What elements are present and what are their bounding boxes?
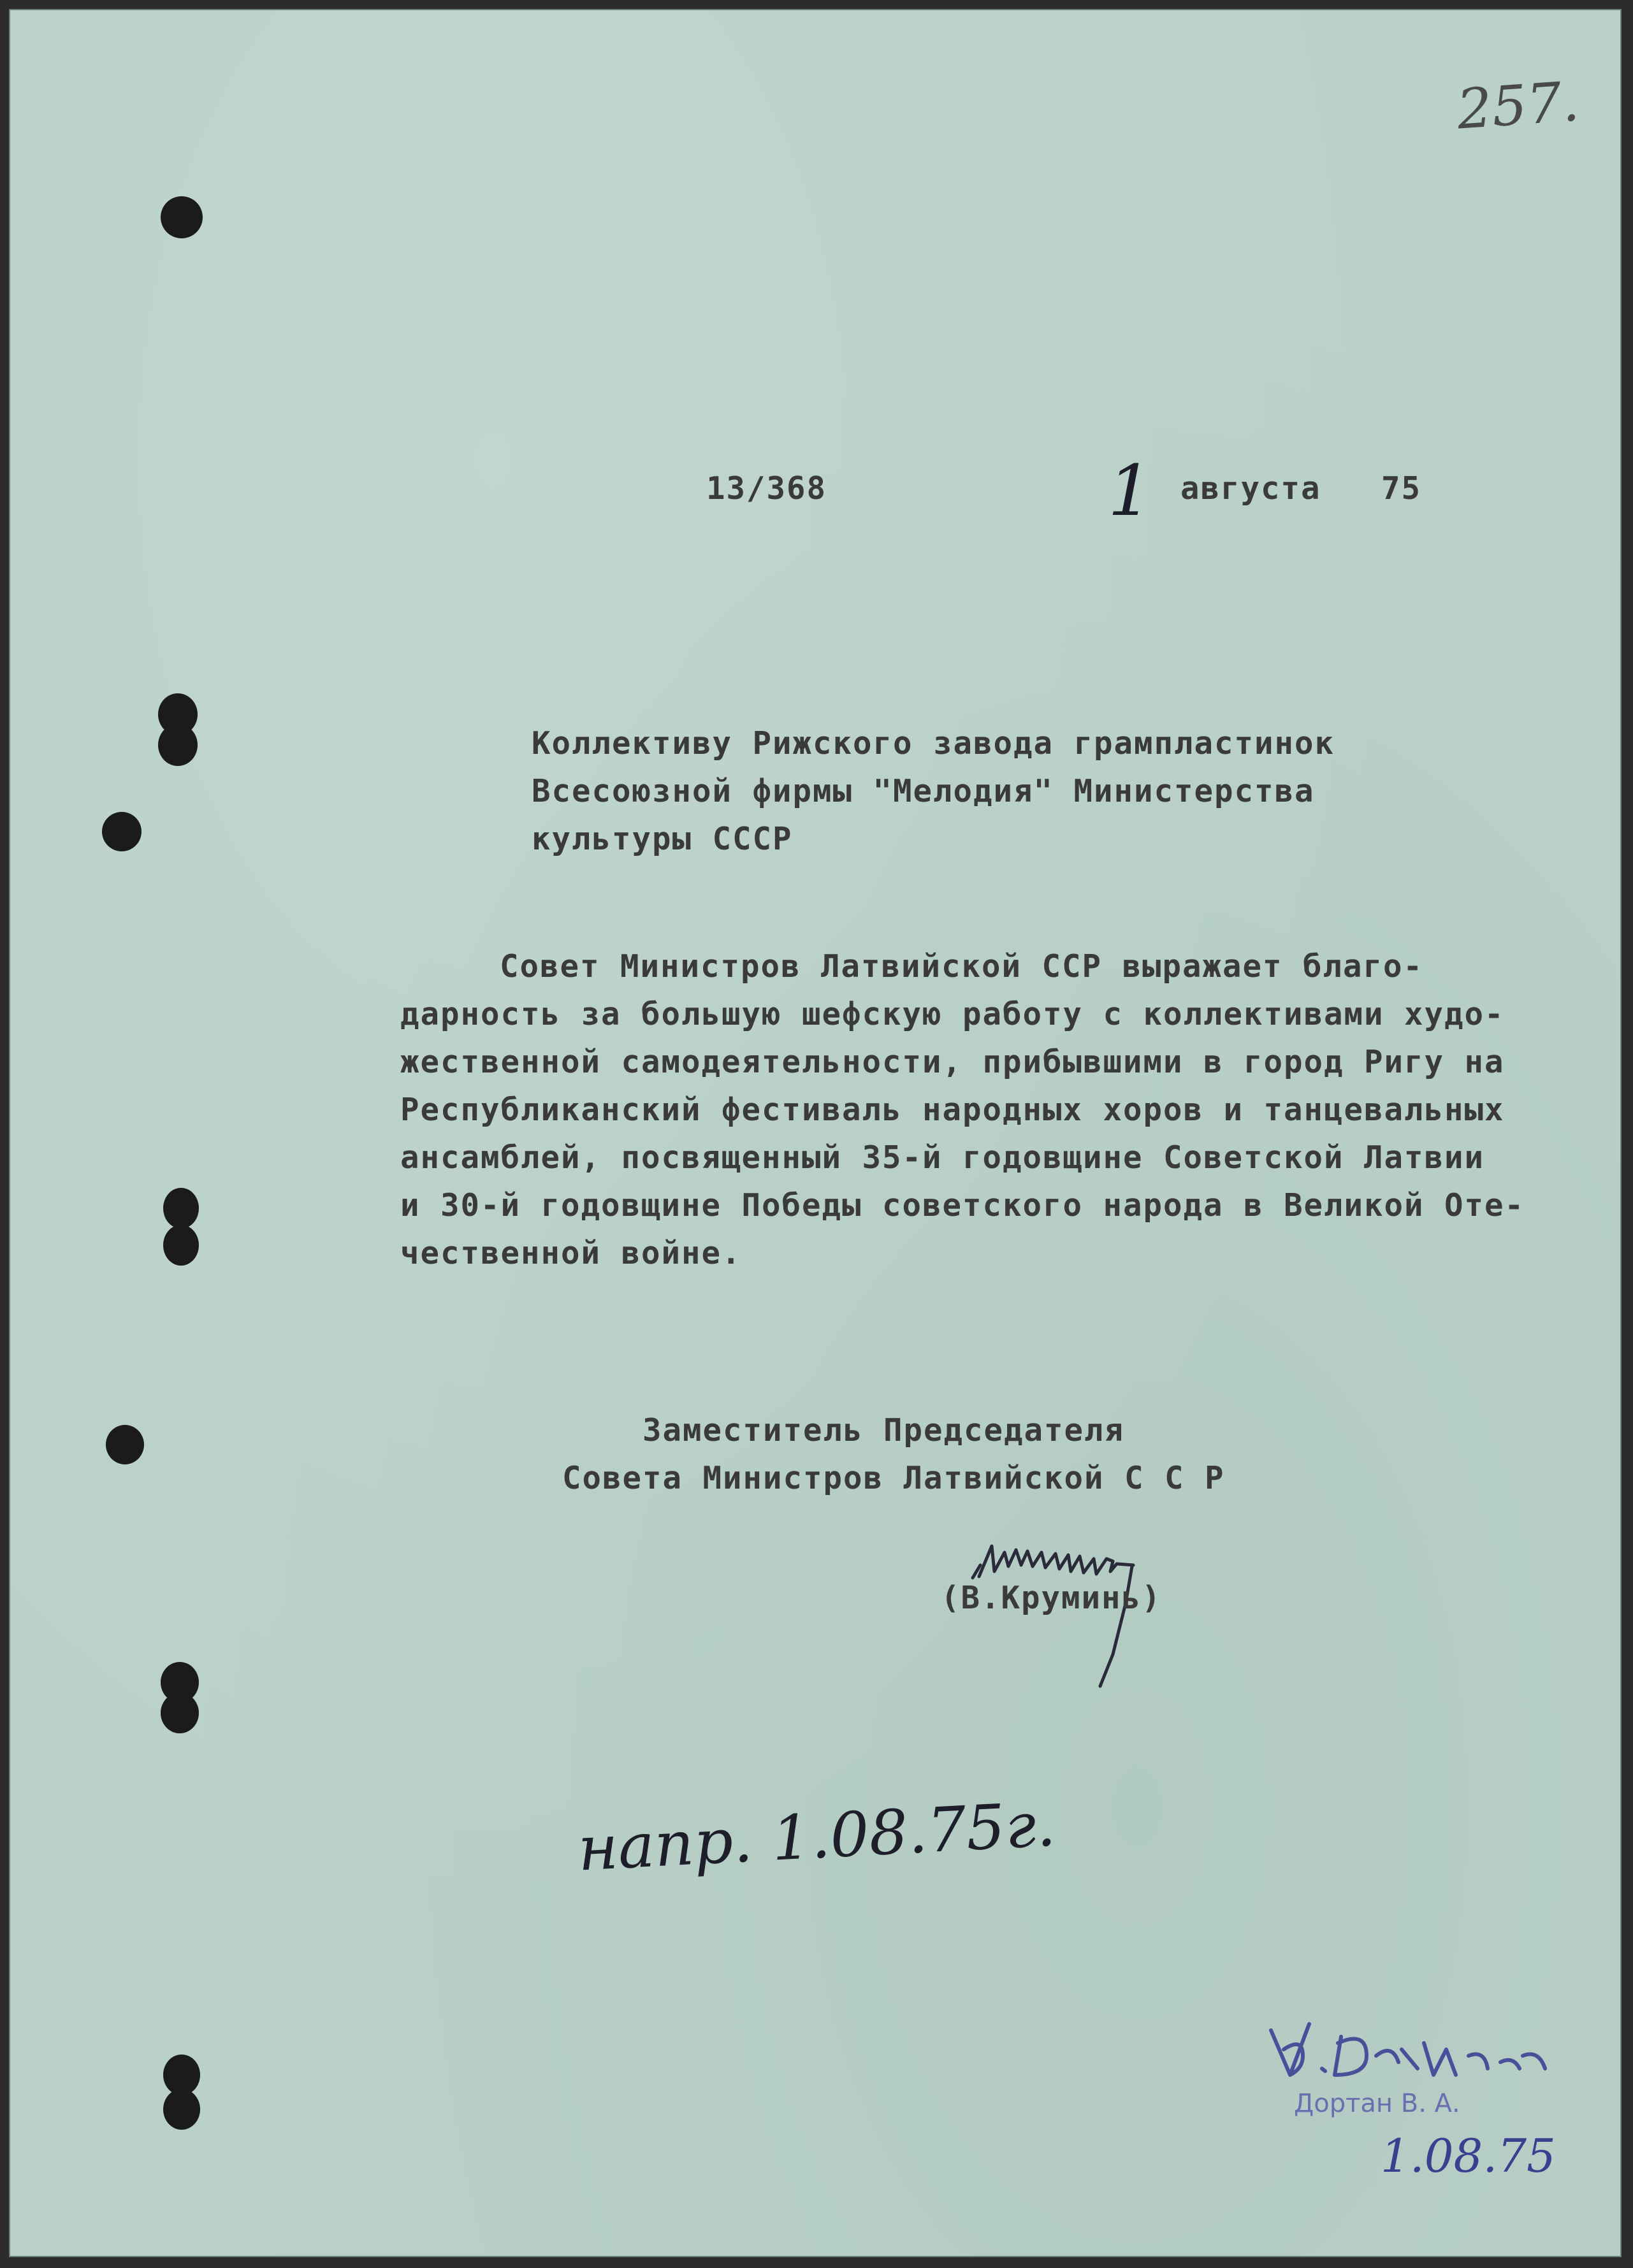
addressee-line: культуры СССР bbox=[532, 821, 793, 857]
addressee-line: Коллективу Рижского завода грампластинок bbox=[532, 725, 1335, 762]
archive-page-number: 257. bbox=[1455, 69, 1581, 142]
signatory-title: Заместитель Председателя bbox=[642, 1412, 1125, 1448]
punch-hole bbox=[158, 724, 198, 766]
body-line: ансамблей, посвященный 35-й годовщине Советской Латвии bbox=[400, 1139, 1485, 1176]
signatory-name: (В.Круминь) bbox=[941, 1580, 1162, 1616]
document-date: августа 75 bbox=[1180, 470, 1422, 507]
punch-hole bbox=[163, 1188, 199, 1229]
document-day: 1 bbox=[1108, 450, 1152, 531]
punch-hole bbox=[106, 1425, 144, 1464]
punch-hole bbox=[163, 2089, 200, 2130]
stamp-date: 1.08.75 bbox=[1381, 2129, 1556, 2183]
body-line: чественной войне. bbox=[400, 1235, 742, 1271]
handwritten-note: напр. 1.08.75г. bbox=[576, 1788, 1057, 1885]
punch-hole bbox=[163, 1225, 199, 1266]
document-page bbox=[9, 9, 1622, 2257]
addressee-line: Всесоюзной фирмы "Мелодия" Министерства bbox=[532, 773, 1315, 809]
body-line: Совет Министров Латвийской ССР выражает благо- bbox=[500, 948, 1424, 985]
body-line: жественной самодеятельности, прибывшими в город Ригу на bbox=[400, 1044, 1505, 1080]
body-line: дарность за большую шефскую работу с коллективами худо- bbox=[400, 996, 1505, 1032]
punch-hole bbox=[102, 812, 142, 851]
punch-hole bbox=[161, 1693, 199, 1733]
body-line: Республиканский фестиваль народных хоров и танцевальных bbox=[400, 1092, 1505, 1128]
document-number: 13/368 bbox=[706, 470, 827, 507]
body-line: и 30-й годовщине Победы советского народа в Великой Оте- bbox=[400, 1187, 1525, 1224]
stamp-printed-name: Дортан В. А. bbox=[1294, 2089, 1460, 2118]
punch-hole bbox=[161, 196, 203, 238]
signatory-title: Совета Министров Латвийской С С Р bbox=[562, 1460, 1225, 1496]
